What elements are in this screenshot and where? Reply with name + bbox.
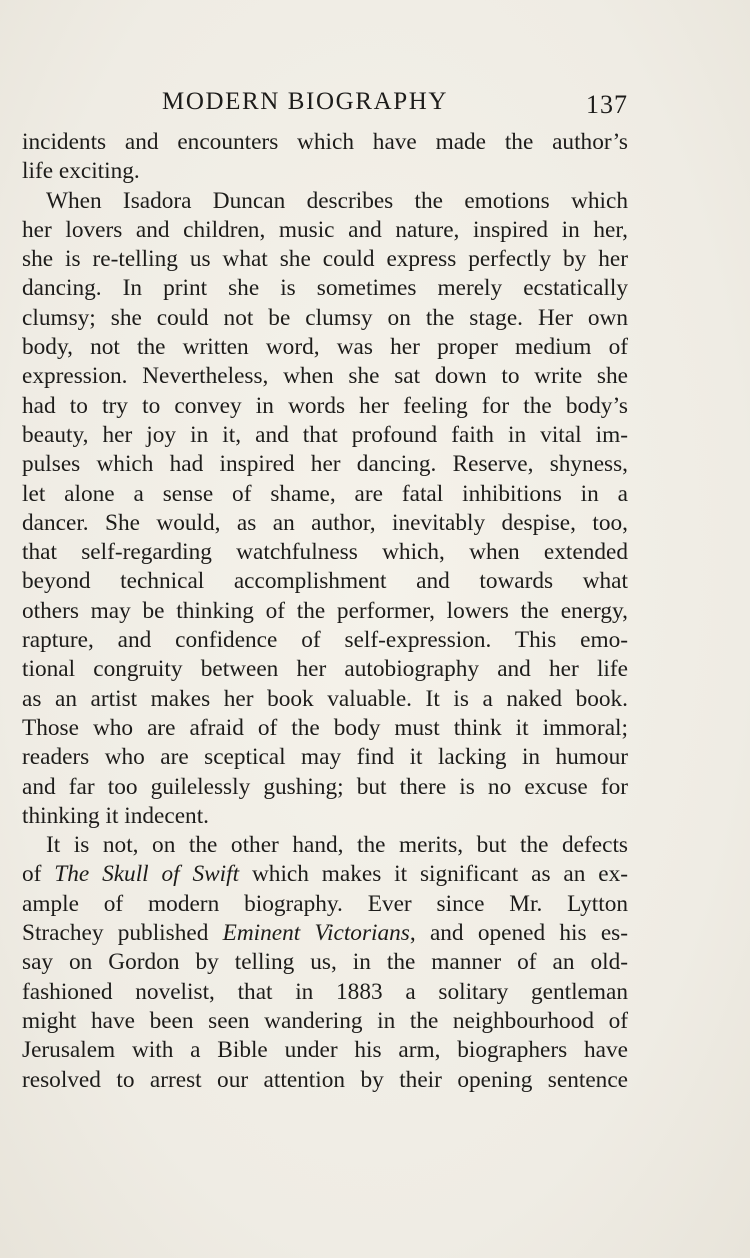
page-number: 137 (586, 90, 628, 119)
text-line: readers who are sceptical may find it lacking in humour (22, 744, 628, 771)
text-line (22, 860, 628, 889)
text-segment: , and opened his es- (409, 920, 628, 947)
text-line: had to try to convey in words her feeling for the body’s (22, 392, 628, 419)
text-line (22, 919, 628, 948)
paragraph (22, 831, 628, 1095)
text-line: let alone a sense of shame, are fatal inhibitions in a (22, 480, 628, 507)
text-line: dancing. In print she is sometimes merely ecstatically (22, 275, 628, 302)
text-line: pulses which had inspired her dancing. Reserve, shyness, (22, 451, 628, 478)
text-line: Those who are afraid of the body must think it immoral; (22, 714, 628, 741)
text-line: she is re-telling us what she could express perfectly by her (22, 246, 628, 273)
text-line: It is not, on the other hand, the merits, but the defects (46, 832, 628, 859)
text-segment: Strachey published (22, 920, 223, 947)
running-head-title: MODERN BIOGRAPHY (162, 88, 449, 115)
text-line: as an artist makes her book valuable. It is a naked book. (22, 685, 628, 712)
text-segment: which makes it significant as an ex- (239, 861, 628, 888)
text-line: say on Gordon by telling us, in the manner of an old- (22, 949, 628, 976)
book-title: The Skull of Swift (54, 861, 240, 888)
text-line: beauty, her joy in it, and that profound faith in vital im- (22, 421, 628, 448)
body-text (22, 128, 628, 1095)
paragraph (22, 187, 628, 832)
text-line: beyond technical accomplishment and towards what (22, 568, 628, 595)
paragraph (22, 128, 628, 187)
text-line: fashioned novelist, that in 1883 a solitary gentleman (22, 978, 628, 1005)
text-line: resolved to arrest our attention by their opening sentence (22, 1066, 628, 1093)
text-line: tional congruity between her autobiography and her life (22, 656, 628, 683)
text-line: life exciting. (22, 158, 140, 185)
text-line: clumsy; she could not be clumsy on the stage. Her own (22, 304, 628, 331)
text-line: and far too guilelessly gushing; but there is no excuse for (22, 773, 628, 800)
text-line: her lovers and children, music and nature, inspired in her, (22, 216, 628, 243)
text-line: rapture, and confidence of self-expression. This emo- (22, 627, 628, 654)
text-line: dancer. She would, as an author, inevitably despise, too, (22, 509, 628, 536)
text-line: others may be thinking of the performer, lowers the energy, (22, 597, 628, 624)
text-line: might have been seen wandering in the neighbourhood of (22, 1007, 628, 1034)
text-line: expression. Nevertheless, when she sat down to write she (22, 363, 628, 390)
text-line: When Isadora Duncan describes the emotions which (46, 187, 628, 214)
text-line: that self-regarding watchfulness which, when extended (22, 539, 628, 566)
text-segment: of (22, 861, 55, 888)
text-line: thinking it indecent. (22, 802, 209, 829)
running-head (22, 86, 628, 128)
book-title: Eminent Victorians (222, 920, 410, 947)
text-line: ample of modern biography. Ever since Mr. Lytton (22, 890, 628, 917)
book-page (22, 86, 628, 1095)
text-line: incidents and encounters which have made the author’s (22, 129, 628, 155)
text-line: Jerusalem with a Bible under his arm, biographers have (22, 1037, 628, 1064)
text-line: body, not the written word, was her proper medium of (22, 334, 628, 361)
